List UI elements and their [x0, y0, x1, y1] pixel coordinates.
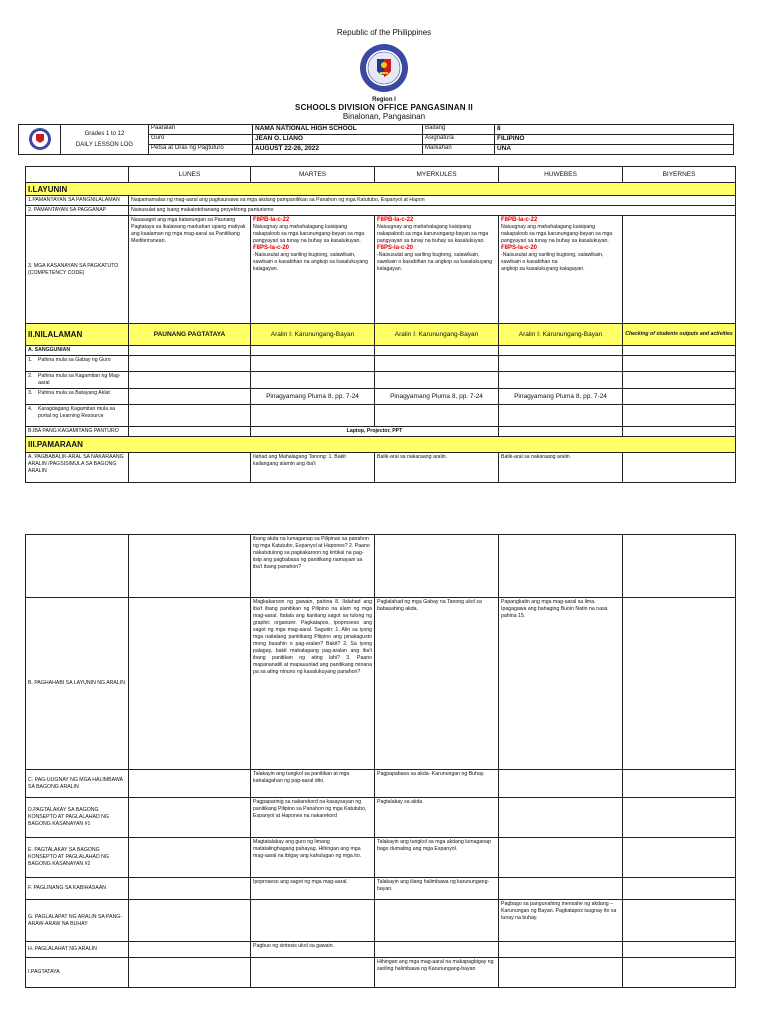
- blank-header-cell: [26, 167, 129, 183]
- competency-text: Naiuugnay ang mahahalagang kaisipang nakapaloob sa mga karunungang-bayan sa mga pangyayari sa tunay na buhay sa kasalukuyan.: [501, 224, 613, 244]
- pagbabalik-aral-huwebes: Balik-aral sa nakaraang aralin.: [499, 453, 623, 483]
- subject-label: Asignatura: [423, 135, 495, 145]
- days-header-row: [26, 167, 736, 183]
- pagtalakay-2-martes: Magtatalakay ang guro ng limang matatalinghagang pahayag. Hihingan ang mga mag-aaral na ibigay ang kahulugan ng mga ito.: [251, 838, 375, 878]
- competency-code: F8PB-Ia-c-22: [377, 217, 414, 223]
- competency-code: F8PB-Ia-c-22: [501, 217, 538, 223]
- nilalaman-huwebes: Aralin I: Karunungang-Bayan: [499, 324, 623, 346]
- pagbabalik-aral-myerkules: Balik-aral sa nakaraang aralin.: [375, 453, 499, 483]
- competency-code: F8PB-Ia-c-22: [253, 217, 290, 223]
- day-header: MARTES: [251, 167, 375, 183]
- kasanayan-biyernes: [623, 216, 736, 324]
- document-header: [0, 28, 768, 121]
- sanggunian-item: 2. Pahina mula sa Kagamitan ng Mag-aaral: [26, 372, 129, 389]
- competency-text: -Naisusulat ang sariling bugtong, salawikain, sawikain o kasabihan na angkop sa kasalukuyang kalagayan.: [253, 252, 369, 272]
- pagtalakay-1-label: D.PAGTALAKAY SA BAGONG KONSEPTO AT PAGLALAHAD NG BAGONG KASANAYAN #1: [26, 798, 129, 838]
- pinagyamang-huwebes: Pinagyamang Pluma 8, pp. 7-24: [499, 389, 623, 405]
- paglalapat-huwebes: Pagbago sa pangunahing mensahe ng akdang – Karunungan ng Bayan. Pagkatapos iuugnay ito sa tunay na buhay.: [499, 900, 623, 942]
- paghahabi-label: B. PAGHAHABI SA LAYUNIN NG ARALIN: [26, 598, 129, 770]
- school-value: NAMA NATIONAL HIGH SCHOOL: [253, 125, 423, 135]
- date-label: Petsa at Oras ng Pagtuturo: [149, 145, 253, 155]
- sanggunian-item: 3. Pahina mula sa Batayang Aklat: [26, 389, 129, 405]
- pagtalakay-1-myerkules: Pagtalakay sa akda: [375, 798, 499, 838]
- pamantayan-pangnilalaman-text: Naipamamalas ng mag-aaral ang pagkaunawa sa mga akdang pampanitikan sa Panahon ng mga Katutubo, Espanyol at Hapon: [129, 196, 736, 206]
- pagbabalik-aral-martes-cont: ibang akda na lumaganap sa Pilipinas sa panahon ng mga Katutubo, Espanyol at Hapones? 2. Paano nakatutulong sa pagkakaroon ng kritikal na pag-iisip ang pagbabasa ng panitikang namayani sa iba't ibang panahon?: [251, 535, 375, 598]
- day-header: BIYERNES: [623, 167, 736, 183]
- division-line: SCHOOLS DIVISION OFFICE PANGASINAN II: [295, 103, 473, 112]
- day-header: HUWEBES: [499, 167, 623, 183]
- pamantayan-pangnilalaman-label: 1.PAMANTAYAN SA PANGNILALAMAN: [26, 196, 129, 206]
- sanggunian-label: A. SANGGUNIAN: [26, 346, 129, 356]
- subject-value: FILIPINO: [495, 135, 734, 145]
- town-line: Binalonan, Pangasinan: [342, 112, 426, 121]
- kasanayan-label-line2: (COMPETENCY CODE): [28, 269, 85, 276]
- pamantayan-pagganap-label: 2. PAMANTAYAN SA PAGGANAP: [26, 206, 129, 216]
- iba-pang-kagamitan-text: Laptop, Projector, PPT: [251, 427, 499, 437]
- pamantayan-pagganap-text: Naisusulat ang isang makatotohanang proyektong panturismo: [129, 206, 736, 216]
- paghahabi-myerkules: Paglalahad ng mga Gabay na Tanong ukol sa babasahing akda.: [375, 598, 499, 770]
- pinagyamang-martes: Pinagyamang Pluma 8, pp. 7-24: [251, 389, 375, 405]
- section-nilalaman: II.NILALAMAN: [26, 324, 129, 346]
- section-layunin: I.LAYUNIN: [26, 183, 736, 196]
- dll-table: [25, 166, 736, 483]
- iba-pang-kagamitan-label: B.IBA PANG KAGAMITANG PANTURO: [26, 427, 129, 437]
- school-label: Paaralan: [149, 125, 253, 135]
- deped-logo-cell: [19, 125, 61, 155]
- paghahabi-huwebes: Papangkatin ang mga mag-aaral sa lima. Ipagagawa ang bahaging Buoin Natin na nasa pahina 15.: [499, 598, 623, 770]
- competency-text: Naiuugnay ang mahahalagang kaisipang nakapaloob sa mga karunungang-bayan sa mga pangyayari sa tunay na buhay sa kasalukuyan.: [377, 224, 489, 244]
- kasanayan-label-line1: 3. MGA KASANAYAN SA PAGKATUTO: [28, 262, 119, 269]
- pagtataya-label: I.PAGTATAYA: [26, 958, 129, 988]
- kasanayan-martes: [251, 216, 375, 324]
- republic-line: Republic of the Philippines: [336, 28, 432, 37]
- dll-title-cell: [61, 125, 149, 155]
- teacher-label: Guro: [149, 135, 253, 145]
- kasanayan-label: [26, 216, 129, 324]
- teacher-value: JEAN O. LIANO: [253, 135, 423, 145]
- kasanayan-huwebes: [499, 216, 623, 324]
- deped-logo-icon: [28, 127, 52, 151]
- kasanayan-lunes: Nasasagot ang mga katanungan sa Paunang Pagtataya sa ikalawang markahan upang matiyak ang kaalaman ng mga mag-aaral sa Panitikang Mediterranean.: [129, 216, 251, 324]
- paghahabi-martes: Magkakaroon ng gawain, pahina 8. Ilalahad ang iba't ibang panitikan ng Pilipino na alam ng mga mag-aaral. Itatala ang kanilang sagot sa tulong ng graphic organizer. Pagkatapos, ipoproseso ang sagot ng mga mag-aaral. Sagutin: 1. Alin sa iyong mga naitalang panitikang Pilipino ang pinakagusto mong basahin o pag-aralan? Bakit? 2. Sa iyong palagay, bakit mahalagang pag-aralan ang iba't ibang panitikan ng ating lahi? 3. Paano mapananatili at mapauunlad ang panitikang minana pa sa ating ninuno ng kasalukuyang panahon?: [251, 598, 375, 770]
- competency-text: angkop sa kasalukuyang kalagayan.: [501, 266, 585, 272]
- dll-table-continued: [25, 534, 736, 988]
- paglinang-myerkules: Talakayin ang iilang halimbawa ng karunungang-bayan.: [375, 878, 499, 900]
- grade-value: 8: [495, 125, 734, 135]
- competency-code: F8PS-Ia-c-20: [253, 245, 290, 251]
- paglinang-label: F. PAGLINANG SA KABIHASAAN: [26, 878, 129, 900]
- nilalaman-myerkules: Aralin I: Karunungang-Bayan: [375, 324, 499, 346]
- pinagyamang-myerkules: Pinagyamang Pluma 8, pp. 7-24: [375, 389, 499, 405]
- section-pamaraan: III.PAMARAAN: [26, 437, 736, 453]
- pagtalakay-2-label: E. PAGTALAKAY SA BAGONG KONSEPTO AT PAGLALAHAD NG BAGONG KASANAYAN #2: [26, 838, 129, 878]
- date-value: AUGUST 22-26, 2022: [253, 145, 423, 155]
- pagtataya-myerkules: Hihingan ang mga mag-aaral na makapagbigay ng sariling halimbawa ng Karunungang-bayan: [375, 958, 499, 988]
- pagtalakay-2-myerkules: Talakayin ang tungkol sa mga akdang lumaganap bago dumating ang mga Espanyol.: [375, 838, 499, 878]
- competency-code: F8PS-Ia-c-20: [501, 245, 538, 251]
- pagbabalik-aral-martes: Ilahad ang Mahalagang Tanong: 1. Bakit kailangang alamin ang iba't: [251, 453, 375, 483]
- pagtalakay-1-martes: Pagpaparinig sa nakarekord na kasaysayan ng panitikang Pilipino sa Panahon ng mga Katutubo, Espanyol at Hapones na nakarekord: [251, 798, 375, 838]
- pag-uugnay-label: C. PAG-UUGNAY NG MGA HALIMBAWA SA BAGONG ARALIN: [26, 770, 129, 798]
- sanggunian-item: 1. Pahina mula sa Gabay ng Guro: [26, 356, 129, 372]
- info-table: [18, 124, 734, 155]
- pag-uugnay-martes: Talakayin ang tungkol sa panitikan at mga kahalagahan ng pag-aaral dito.: [251, 770, 375, 798]
- day-header: LUNES: [129, 167, 251, 183]
- paglalahat-label: H. PAGLALAHAT NG ARALIN: [26, 942, 129, 958]
- quarter-label: Markahan: [423, 145, 495, 155]
- dll-text: DAILY LESSON LOG: [75, 141, 134, 148]
- sanggunian-item: 4. Karagdagang Kagamitan mula sa portal ng Learning Resource: [26, 405, 129, 427]
- competency-text: Naiuugnay ang mahahalagang kaisipang nakapaloob sa mga karunungang-bayan sa mga pangyayari sa tunay na buhay sa kasalukuyan.: [253, 224, 365, 244]
- competency-text: -Naisusulat ang sariling bugtong, salawikain, sawikain o kasabihan na angkop sa kasalukuyang kalagayan.: [377, 252, 493, 272]
- paglalapat-label: G. PAGLALAPAT NG ARALIN SA PANG-ARAW-ARAW NA BUHAY: [26, 900, 129, 942]
- pagbabalik-aral-label: A. PAGBABALIK-ARAL SA NAKARAANG ARALIN /PAGSISIMULA SA BAGONG ARALIN: [26, 453, 129, 483]
- nilalaman-biyernes: Checking of students outputs and activities: [623, 324, 736, 346]
- region-line: Region I: [372, 97, 396, 103]
- nilalaman-lunes: PAUNANG PAGTATAYA: [129, 324, 251, 346]
- deped-seal-icon: [359, 43, 409, 93]
- paglinang-martes: Ipoproseso ang sagot ng mga mag-aaral.: [251, 878, 375, 900]
- paglalahat-martes: Pagbuo ng sintesis ukol sa gawain.: [251, 942, 375, 958]
- quarter-value: UNA: [495, 145, 734, 155]
- day-header: MYERKULES: [375, 167, 499, 183]
- grade-label: Baitang: [423, 125, 495, 135]
- competency-text: -Naisusulat ang sariling bugtong, salawikain, sawikain o kasabihan na: [501, 252, 604, 265]
- kasanayan-myerkules: [375, 216, 499, 324]
- pag-uugnay-myerkules: Pagpapabasa sa akda- Karunungan ng Buhay.: [375, 770, 499, 798]
- competency-code: F8PS-Ia-c-20: [377, 245, 414, 251]
- nilalaman-martes: Aralin I: Karunungang-Bayan: [251, 324, 375, 346]
- grades-text: Grades 1 to 12: [84, 130, 125, 137]
